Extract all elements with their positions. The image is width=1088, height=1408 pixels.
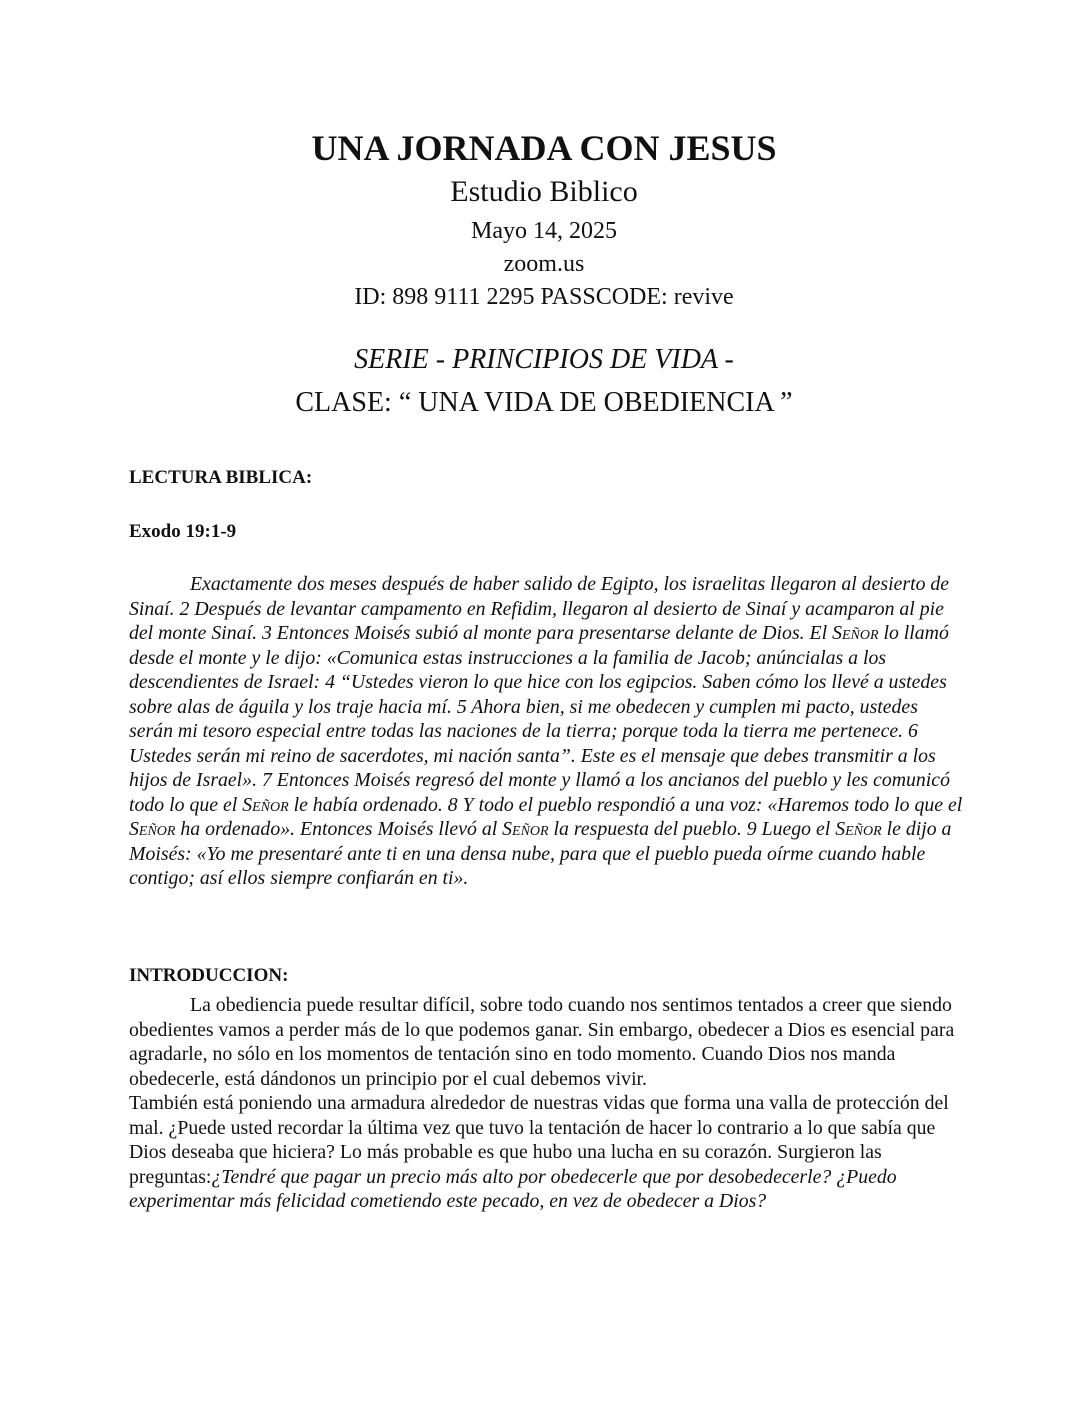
introduction-heading: INTRODUCCION:: [129, 965, 289, 986]
lord-name: Señor: [502, 818, 549, 840]
introduction-paragraph-1: [129, 993, 964, 1091]
series-title: SERIE - PRINCIPIOS DE VIDA -: [354, 344, 734, 375]
scripture-reference: Exodo 19:1-9: [129, 521, 237, 542]
introduction-text: La obediencia puede resultar difícil, sobre todo cuando nos sentimos tentados a creer que siendo obedientes vamos a perder más de lo que podemos ganar. Sin embargo, obedecer a Dios es esencial para agradarle, no sólo en los momentos de tentación sino en todo momento. Cuando Dios nos manda obedecerle, está dándonos un principio por el cual debemos vivir.: [129, 994, 955, 1090]
passage-text: la respuesta del pueblo. 9 Luego el: [548, 818, 836, 840]
lord-name: Señor: [835, 818, 882, 840]
study-date: Mayo 14, 2025: [471, 218, 617, 244]
class-title: CLASE: “ UNA VIDA DE OBEDIENCIA ”: [295, 387, 793, 418]
passage-text: lo llamó desde el monte y le dijo: «Comunica estas instrucciones a la familia de Jacob; anúncialas a los descendientes de Israel: 4 “Ustedes vieron lo que hice con los egipcios. Saben cómo los llevé a ustedes sobre alas de águila y los traje hacia mí. 5 Ahora bien, si me obedecen y cumplen mi pacto, ustedes serán mi tesoro especial entre todas las naciones de la tierra; porque toda la tierra me pertenece. 6 Ustedes serán mi reino de sacerdotes, mi nación santa”. Este es el mensaje que debes transmitir a los hijos de Israel». 7 Entonces Moisés regresó del monte y llamó a los ancianos del pueblo y les comunicó todo lo que el: [129, 622, 950, 816]
bible-reading-heading: LECTURA BIBLICA:: [129, 467, 313, 488]
scripture-passage: [129, 572, 964, 891]
lord-name: Señor: [242, 793, 289, 816]
document-title: UNA JORNADA CON JESUS: [311, 128, 777, 168]
introduction-paragraph-2: [129, 1091, 964, 1214]
meeting-credentials: ID: 898 9111 2295 PASSCODE: revive: [354, 284, 734, 310]
passage-text: le dijo a Moisés: «Yo me presentaré ante ti en una densa nube, para que el pueblo pueda oírme cuando hable contigo; así ellos siempre confiarán en ti».: [129, 818, 952, 889]
passage-text: le había ordenado. 8 Y todo el pueblo respondió a una voz: «Haremos todo lo que el: [288, 793, 963, 816]
passage-text: ha ordenado». Entonces Moisés llevó al: [175, 818, 503, 840]
introduction-questions: ¿Tendré que pagar un precio más alto por obedecerle que por desobedecerle? ¿Puedo experimentar más felicidad cometiendo este pecado, en vez de obedecer a Dios?: [129, 1165, 897, 1212]
meeting-site: zoom.us: [503, 251, 585, 277]
lord-name: Señor: [832, 622, 879, 644]
lord-name: Señor: [129, 818, 176, 840]
document-subtitle: Estudio Biblico: [450, 175, 638, 208]
introduction-text: También está poniendo una armadura alrededor de nuestras vidas que forma una valla de protección del mal. ¿Puede usted recordar la última vez que tuvo la tentación de hacer lo contrario a lo que sabía que Dios deseaba que hiciera? Lo más probable es que hubo una lucha en su corazón. Surgieron las preguntas:: [129, 1092, 949, 1188]
passage-text: Exactamente dos meses después de haber salido de Egipto, los israelitas llegaron al desierto de Sinaí. 2 Después de levantar campamento en Refidim, llegaron al desierto de Sinaí y acamparon al pie del monte Sinaí. 3 Entonces Moisés subió al monte para presentarse delante de Dios. El: [129, 573, 950, 644]
